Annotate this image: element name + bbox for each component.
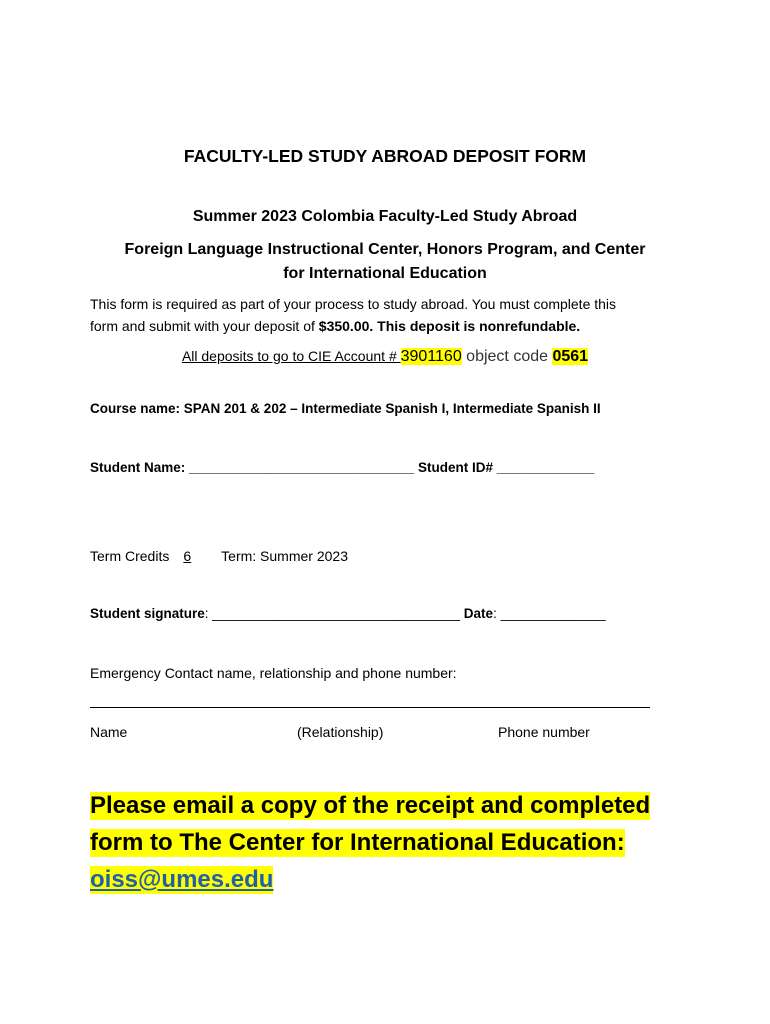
program-subtitle: Summer 2023 Colombia Faculty-Led Study Abroad [192, 208, 578, 225]
student-id-field[interactable]: _____________ [493, 460, 595, 475]
object-code-label: object code [461, 348, 553, 365]
term-credits-label: Term Credits [90, 548, 170, 564]
department-line-1: Foreign Language Instructional Center, Honors Program, and Center [124, 241, 646, 258]
term-credits-line [90, 548, 348, 564]
signature-field[interactable]: : _________________________________ [204, 606, 464, 621]
emergency-contact-field[interactable] [90, 697, 650, 708]
deposit-prefix: All deposits to go to CIE Account # [181, 348, 401, 364]
email-notice-line-2: form to The Center for International Education: [90, 829, 625, 856]
emergency-relationship-caption: (Relationship) [297, 724, 384, 740]
intro-line-2-text: form and submit with your deposit of [90, 318, 319, 334]
intro-line-1: This form is required as part of your process to study abroad. You must complete this [90, 296, 617, 312]
intro-deposit-notice: $350.00. This deposit is nonrefundable. [318, 318, 581, 334]
student-name-label: Student Name: [90, 460, 186, 475]
department-line-2: for International Education [283, 265, 487, 282]
emergency-name-caption: Name [90, 724, 128, 740]
email-link[interactable]: oiss@umes.edu [90, 866, 274, 893]
intro-line-2 [90, 318, 580, 334]
signature-line [90, 606, 606, 621]
email-notice-line-1: Please email a copy of the receipt and completed [90, 792, 651, 819]
student-info-line [90, 460, 594, 475]
deposit-account-line [0, 348, 770, 366]
date-field[interactable]: : ______________ [493, 606, 606, 621]
course-name: Course name: SPAN 201 & 202 – Intermediate Spanish I, Intermediate Spanish II [90, 401, 601, 416]
form-title: FACULTY-LED STUDY ABROAD DEPOSIT FORM [183, 146, 587, 166]
term-credits-value: 6 [183, 548, 192, 564]
object-code: 0561 [552, 348, 589, 365]
student-name-field[interactable]: ______________________________ [185, 460, 419, 475]
student-id-label: Student ID# [418, 460, 494, 475]
emergency-phone-caption: Phone number [498, 724, 590, 740]
signature-label: Student signature [90, 606, 205, 621]
date-label: Date [463, 606, 494, 621]
account-number: 3901160 [400, 348, 462, 365]
emergency-contact-label: Emergency Contact name, relationship and phone number: [90, 665, 457, 681]
term-label: Term: Summer 2023 [221, 548, 348, 564]
